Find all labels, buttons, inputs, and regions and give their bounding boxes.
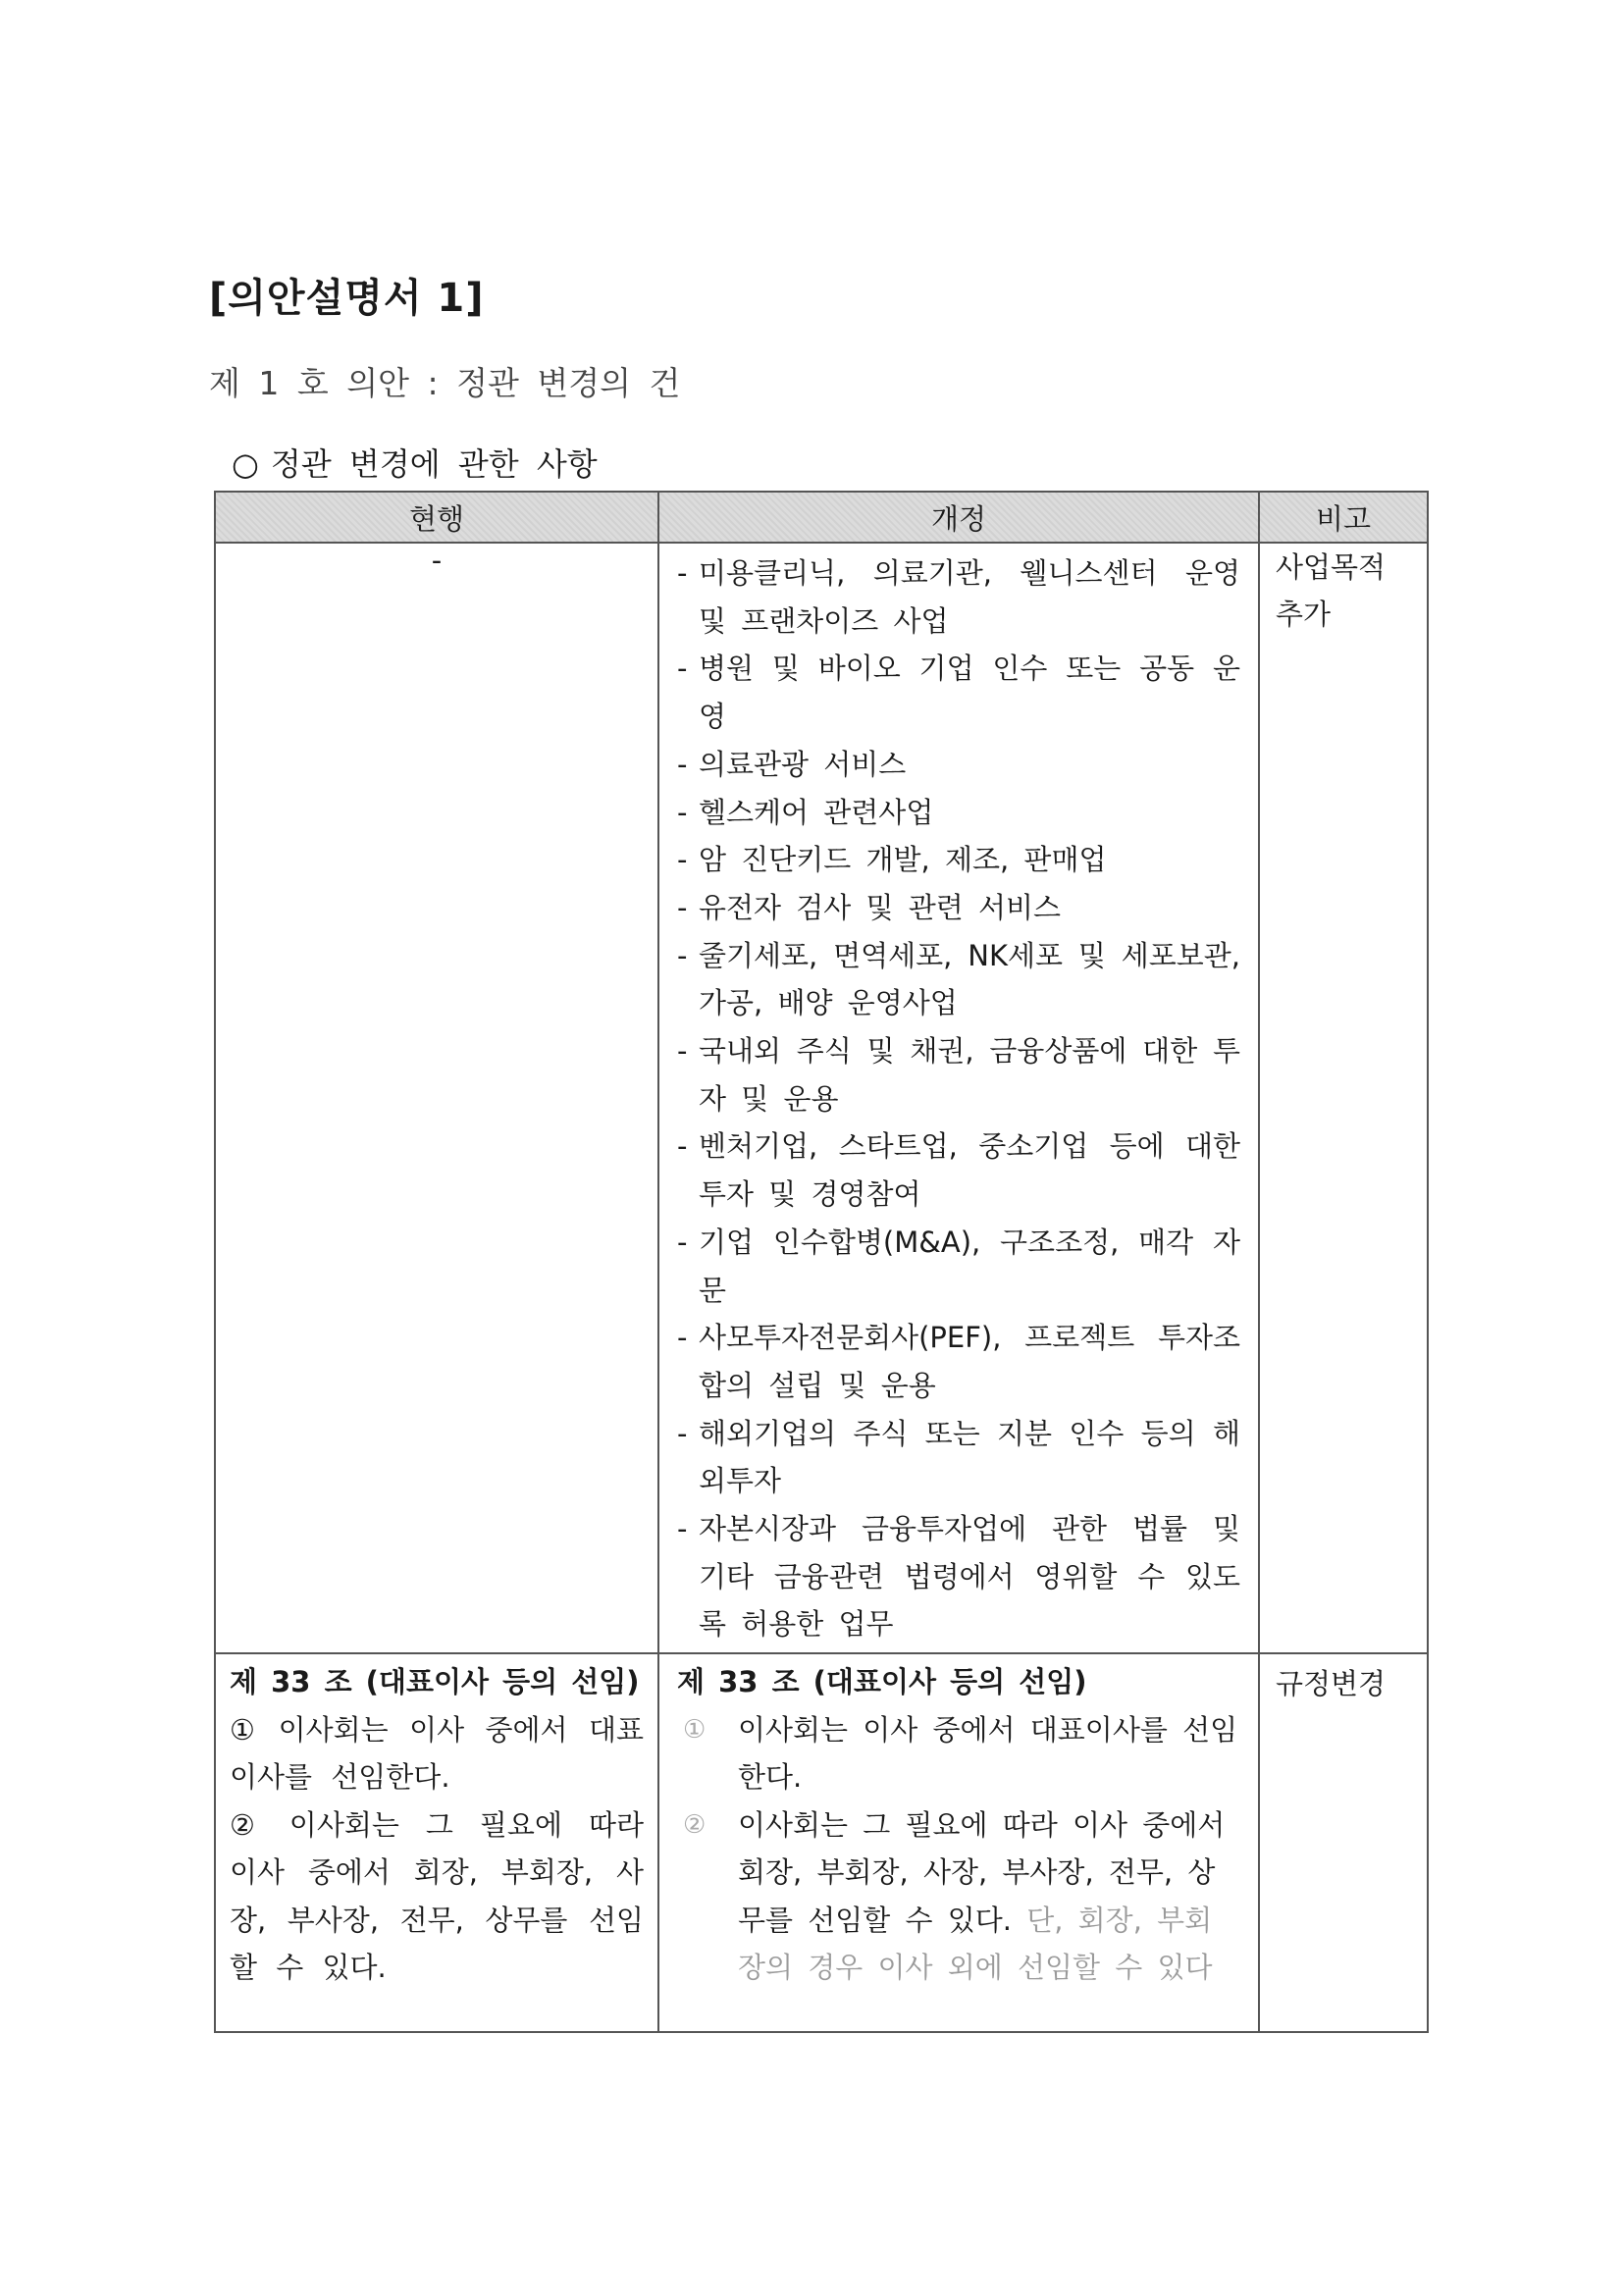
amended-article-heading: 제 33 조 (대표이사 등의 선임)	[677, 1665, 1087, 1699]
agenda-title: 제 1 호 의안 : 정관 변경의 건	[209, 364, 681, 402]
header-amended: 개정	[658, 492, 1259, 543]
header-current: 현행	[215, 492, 658, 543]
circled-one-icon: ①	[683, 1714, 707, 1745]
list-item: - 해외기업의 주식 또는 지분 인수 등의 해외투자	[677, 1410, 1240, 1505]
table-row	[215, 543, 1428, 1653]
list-item: - 의료관광 서비스	[677, 741, 1240, 789]
row1-note-cell	[1259, 543, 1428, 1653]
list-item: - 암 진단키드 개발, 제조, 판매업	[677, 836, 1240, 884]
list-item: - 사모투자전문회사(PEF), 프로젝트 투자조합의 설립 및 운용	[677, 1314, 1240, 1409]
list-item: - 줄기세포, 면역세포, NK세포 및 세포보관, 가공, 배양 운영사업	[677, 932, 1240, 1027]
list-item: - 병원 및 바이오 기업 인수 또는 공동 운영	[677, 645, 1240, 740]
list-item: - 유전자 검사 및 관련 서비스	[677, 884, 1240, 932]
row2-note-cell: 규정변경	[1259, 1653, 1428, 2032]
current-paragraph-1: ① 이사회는 이사 중에서 대표이사를 선임한다.	[230, 1712, 644, 1795]
list-item: - 자본시장과 금융투자업에 관한 법률 및 기타 금융관련 법령에서 영위할 수 있도록 허용한 업무	[677, 1505, 1240, 1648]
list-item: - 기업 인수합병(M&A), 구조조정, 매각 자문	[677, 1219, 1240, 1314]
circled-two-icon: ②	[683, 1809, 707, 1840]
amended-paragraph-1	[677, 1706, 1238, 1801]
table-header-row	[215, 492, 1428, 543]
list-item: - 미용클리닉, 의료기관, 웰니스센터 운영 및 프랜차이즈 사업	[677, 549, 1240, 645]
note-line-2: 추가	[1276, 598, 1332, 631]
row2-amended-cell	[658, 1653, 1259, 2032]
business-purpose-list	[677, 549, 1240, 1648]
row2-current-cell	[215, 1653, 658, 2032]
row1-current-cell: -	[215, 543, 658, 1653]
list-item: - 국내외 주식 및 채권, 금융상품에 대한 투자 및 운용	[677, 1027, 1240, 1122]
amended-paragraph-1-text: 이사회는 이사 중에서 대표이사를 선임한다.	[738, 1712, 1238, 1795]
amendment-table	[214, 491, 1429, 2033]
note-line-1: 사업목적	[1276, 550, 1387, 584]
row1-amended-cell	[658, 543, 1259, 1653]
document-title: [의안설명서 1]	[209, 276, 485, 321]
table-row	[215, 1653, 1428, 2032]
section-heading	[232, 440, 598, 485]
current-article-heading: 제 33 조 (대표이사 등의 선임)	[230, 1665, 640, 1699]
list-item: - 벤처기업, 스타트업, 중소기업 등에 대한 투자 및 경영참여	[677, 1122, 1240, 1218]
amended-paragraph-2-added-text: 단, 회장, 부회장의 경우 이사 외에 선임할 수 있다	[738, 1903, 1213, 1985]
amended-paragraph-2-text: 이사회는 그 필요에 따라 이사 중에서 회장, 부회장, 사장, 부사장, 전무, 상무를 선임할 수 있다.	[738, 1807, 1226, 1937]
header-note: 비고	[1259, 492, 1428, 543]
circle-bullet-icon: ○	[232, 445, 259, 483]
amended-paragraph-2	[677, 1801, 1238, 1992]
section-heading-text: 정관 변경에 관한 사항	[270, 445, 598, 483]
current-paragraph-2: ② 이사회는 그 필요에 따라 이사 중에서 회장, 부회장, 사장, 부사장, 전무, 상무를 선임할 수 있다.	[230, 1807, 644, 1985]
list-item: - 헬스케어 관련사업	[677, 789, 1240, 837]
